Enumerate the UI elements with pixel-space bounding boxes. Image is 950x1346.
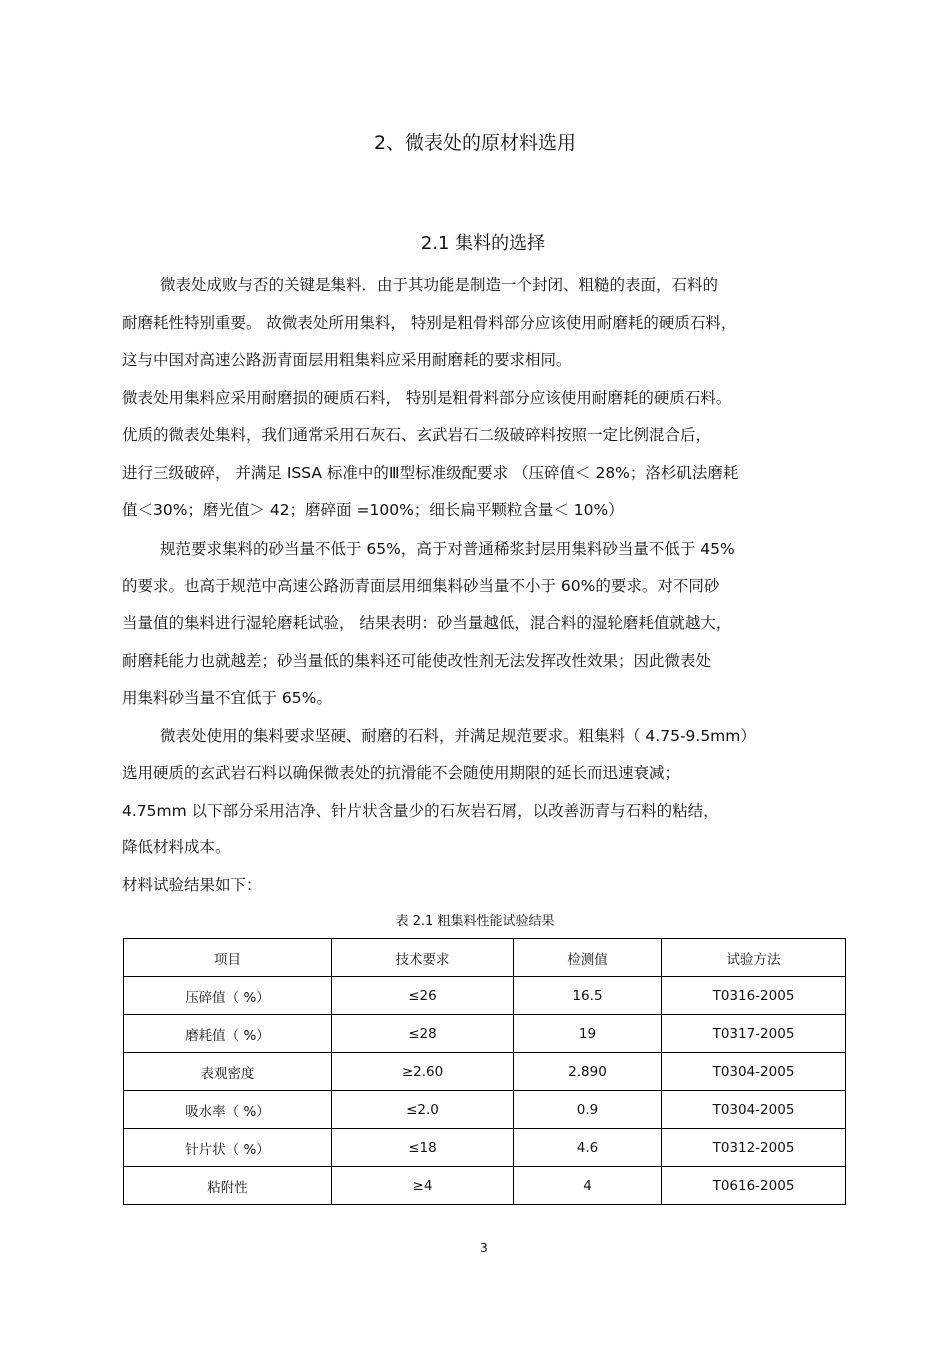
paragraph-line: 4.75mm 以下部分采用洁净、针片状含量少的石灰岩石屑，以改善沥青与石料的粘结， xyxy=(122,802,719,820)
section-title: 2、微表处的原材料选用 xyxy=(373,132,577,154)
paragraph-line: 当量值的集料进行湿轮磨耗试验， 结果表明：砂当量越低，混合料的湿轮磨耗值就越大， xyxy=(122,614,732,632)
table-cell: 粘附性 xyxy=(124,1167,332,1205)
table-cell: T0312-2005 xyxy=(662,1129,846,1167)
paragraph-line: 用集料砂当量不宜低于 65%。 xyxy=(122,689,332,707)
table-cell: 压碎值（ %） xyxy=(124,977,332,1015)
paragraph-line: 规范要求集料的砂当量不低于 65%，高于对普通稀浆封层用集料砂当量不低于 45% xyxy=(160,540,735,558)
table-cell: 针片状（ %） xyxy=(124,1129,332,1167)
paragraph-line: 微表处使用的集料要求坚硬、耐磨的石料，并满足规范要求。粗集料（ 4.75-9.5mm） xyxy=(160,727,756,745)
paragraph-line: 微表处用集料应采用耐磨损的硬质石料， 特别是粗骨料部分应该使用耐磨耗的硬质石料。 xyxy=(122,389,732,407)
table-cell: T0304-2005 xyxy=(662,1091,846,1129)
table-header-cell: 项目 xyxy=(124,939,332,977)
paragraph-line: 优质的微表处集料，我们通常采用石灰石、玄武岩石二级破碎料按照一定比例混合后， xyxy=(122,426,712,444)
table-caption: 表 2.1 粗集料性能试验结果 xyxy=(395,914,555,929)
table-cell: ≥2.60 xyxy=(332,1053,514,1091)
table-header-cell: 检测值 xyxy=(514,939,662,977)
paragraph-line: 耐磨耗能力也就越差；砂当量低的集料还可能使改性剂无法发挥改性效果；因此微表处 xyxy=(122,652,712,670)
table-row xyxy=(124,1129,846,1167)
table-row xyxy=(124,1015,846,1053)
table-header-cell: 试验方法 xyxy=(662,939,846,977)
table-cell: 16.5 xyxy=(514,977,662,1015)
paragraph-line: 值＜30%；磨光值＞ 42；磨碎面 =100%；细长扁平颗粒含量＜ 10%） xyxy=(122,501,624,519)
paragraph-line: 材料试验结果如下： xyxy=(122,876,262,894)
table-cell: ≥4 xyxy=(332,1167,514,1205)
table-cell: ≤18 xyxy=(332,1129,514,1167)
table-cell: T0316-2005 xyxy=(662,977,846,1015)
table-cell: ≤28 xyxy=(332,1015,514,1053)
table-header-cell: 技术要求 xyxy=(332,939,514,977)
table-cell: 19 xyxy=(514,1015,662,1053)
table-cell: 2.890 xyxy=(514,1053,662,1091)
page-number: 3 xyxy=(480,1241,488,1255)
table-cell: ≤2.0 xyxy=(332,1091,514,1129)
table-cell: 4.6 xyxy=(514,1129,662,1167)
table-cell: 4 xyxy=(514,1167,662,1205)
table-header-row xyxy=(124,939,846,977)
table-cell: T0616-2005 xyxy=(662,1167,846,1205)
table-cell: 0.9 xyxy=(514,1091,662,1129)
paragraph-line: 进行三级破碎， 并满足 ISSA 标准中的Ⅲ型标准级配要求 （压碎值＜ 28%；洛杉矶法磨耗 xyxy=(122,464,739,482)
paragraph-line: 降低材料成本。 xyxy=(122,838,231,856)
table-row xyxy=(124,1053,846,1091)
paragraph-line: 选用硬质的玄武岩石料以确保微表处的抗滑能不会随使用期限的延长而迅速衰减； xyxy=(122,764,681,782)
table-cell: T0304-2005 xyxy=(662,1053,846,1091)
table-row xyxy=(124,1167,846,1205)
table-cell: 磨耗值（ %） xyxy=(124,1015,332,1053)
paragraph-line: 耐磨耗性特别重要。 故微表处所用集料， 特别是粗骨料部分应该使用耐磨耗的硬质石料， xyxy=(122,314,737,332)
subsection-title: 2.1 集料的选择 xyxy=(420,233,546,254)
results-table xyxy=(123,938,846,1205)
paragraph-line: 的要求。也高于规范中高速公路沥青面层用细集料砂当量不小于 60%的要求。对不同砂 xyxy=(122,577,720,595)
table-cell: ≤26 xyxy=(332,977,514,1015)
table-cell: 表观密度 xyxy=(124,1053,332,1091)
table-row xyxy=(124,1091,846,1129)
paragraph-line: 这与中国对高速公路沥青面层用粗集料应采用耐磨耗的要求相同。 xyxy=(122,351,572,369)
paragraph-line: 微表处成败与否的关键是集料．由于其功能是制造一个封闭、粗糙的表面，石料的 xyxy=(160,276,719,294)
table-cell: T0317-2005 xyxy=(662,1015,846,1053)
table-cell: 吸水率（ %） xyxy=(124,1091,332,1129)
table-row xyxy=(124,977,846,1015)
